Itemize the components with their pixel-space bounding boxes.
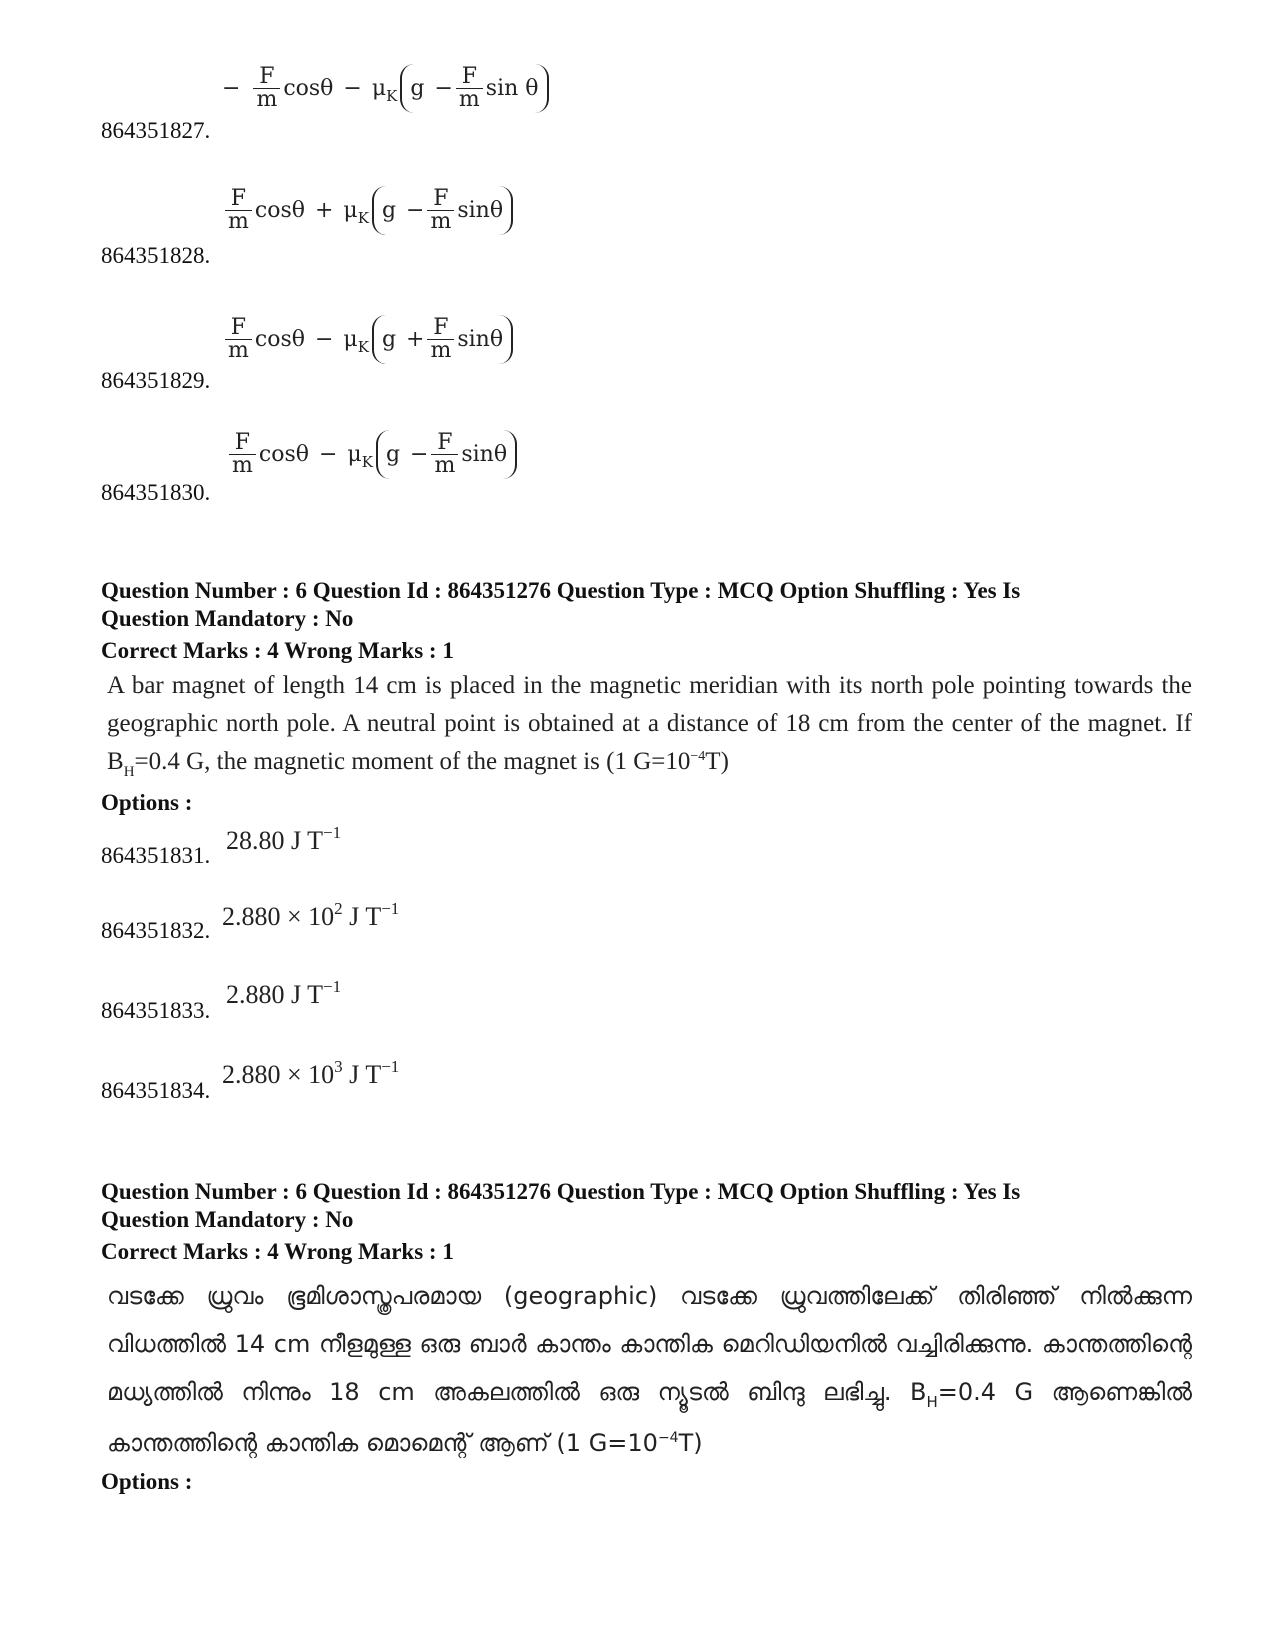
option-value: 28.80 J $T^{-1}$ (226, 823, 342, 855)
question-header: Question Number : 6 Question Id : 864351276 Question Type : MCQ Option Shuffling : Yes Is Question Mandatory : No (101, 578, 1021, 631)
option-id: 864351831. (101, 843, 211, 868)
question-marks: Correct Marks : 4 Wrong Marks : 1 (101, 1239, 454, 1264)
option-formula: $\frac{F}{m}$ cosθ − μ K g + $\frac{F}{m}$ sinθ (222, 315, 516, 364)
option-id: 864351827. (101, 118, 211, 143)
option-value: $2.880 \times 10^3$ J $T^{-1}$ (222, 1057, 400, 1089)
options-label: Options : (101, 790, 193, 815)
option-formula: $\frac{F}{m}$ cosθ − μ K g − $\frac{F}{m}$ sinθ (226, 430, 520, 479)
option-id: 864351829. (101, 368, 211, 393)
option-id: 864351828. (101, 243, 211, 268)
option-id: 864351833. (101, 998, 211, 1023)
option-id: 864351832. (101, 918, 211, 943)
question-text: വടക്കേ ധ്രുവം ഭൂമിശാസ്ത്രപരമായ (geographic) വടക്കേ ധ്രുവത്തിലേക്ക് തിരിഞ്ഞ് നിൽക്കുന്ന വിധത്തിൽ 14 cm നീളമുള്ള ഒരു ബാർ കാന്തം കാന്തിക മെറിഡിയനിൽ വച്ചിരിക്കുന്നു. കാന്തത്തിന്റെ മധ്യത്തിൽ നിന്നും 18 cm അകലത്തിൽ ഒരു ന്യൂടൽ ബിന്ദു ലഭിച്ചു. $B_H=0.4$ G ആണെങ്കിൽ കാന്തത്തിന്റെ കാന്തിക മൊമെന്റ് ആണ് (1 $G=10^{-4}T$) (107, 1282, 1192, 1457)
question-marks: Correct Marks : 4 Wrong Marks : 1 (101, 638, 454, 663)
option-id: 864351834. (101, 1078, 211, 1103)
option-id: 864351830. (101, 480, 211, 505)
question-header: Question Number : 6 Question Id : 864351276 Question Type : MCQ Option Shuffling : Yes Is Question Mandatory : No (101, 1179, 1021, 1232)
question-text: A bar magnet of length 14 cm is placed in the magnetic meridian with its north pole pointing towards the geographic north pole. A neutral point is obtained at a distance of 18 cm from the center of the magnet. If $B_H=0.4$ G, the magnetic moment of the magnet is (1 $G=10^{-4}T$) (107, 672, 1192, 780)
option-value: $2.880 \times 10^2$ J $T^{-1}$ (222, 899, 400, 931)
option-formula: − $\frac{F}{m}$ cosθ − μ K g − $\frac{F}{m}$ sin θ (222, 64, 552, 113)
options-label: Options : (101, 1469, 193, 1494)
option-formula: $\frac{F}{m}$ cosθ + μ K g − $\frac{F}{m}$ sinθ (222, 186, 516, 235)
option-value: 2.880 J $T^{-1}$ (226, 977, 342, 1009)
